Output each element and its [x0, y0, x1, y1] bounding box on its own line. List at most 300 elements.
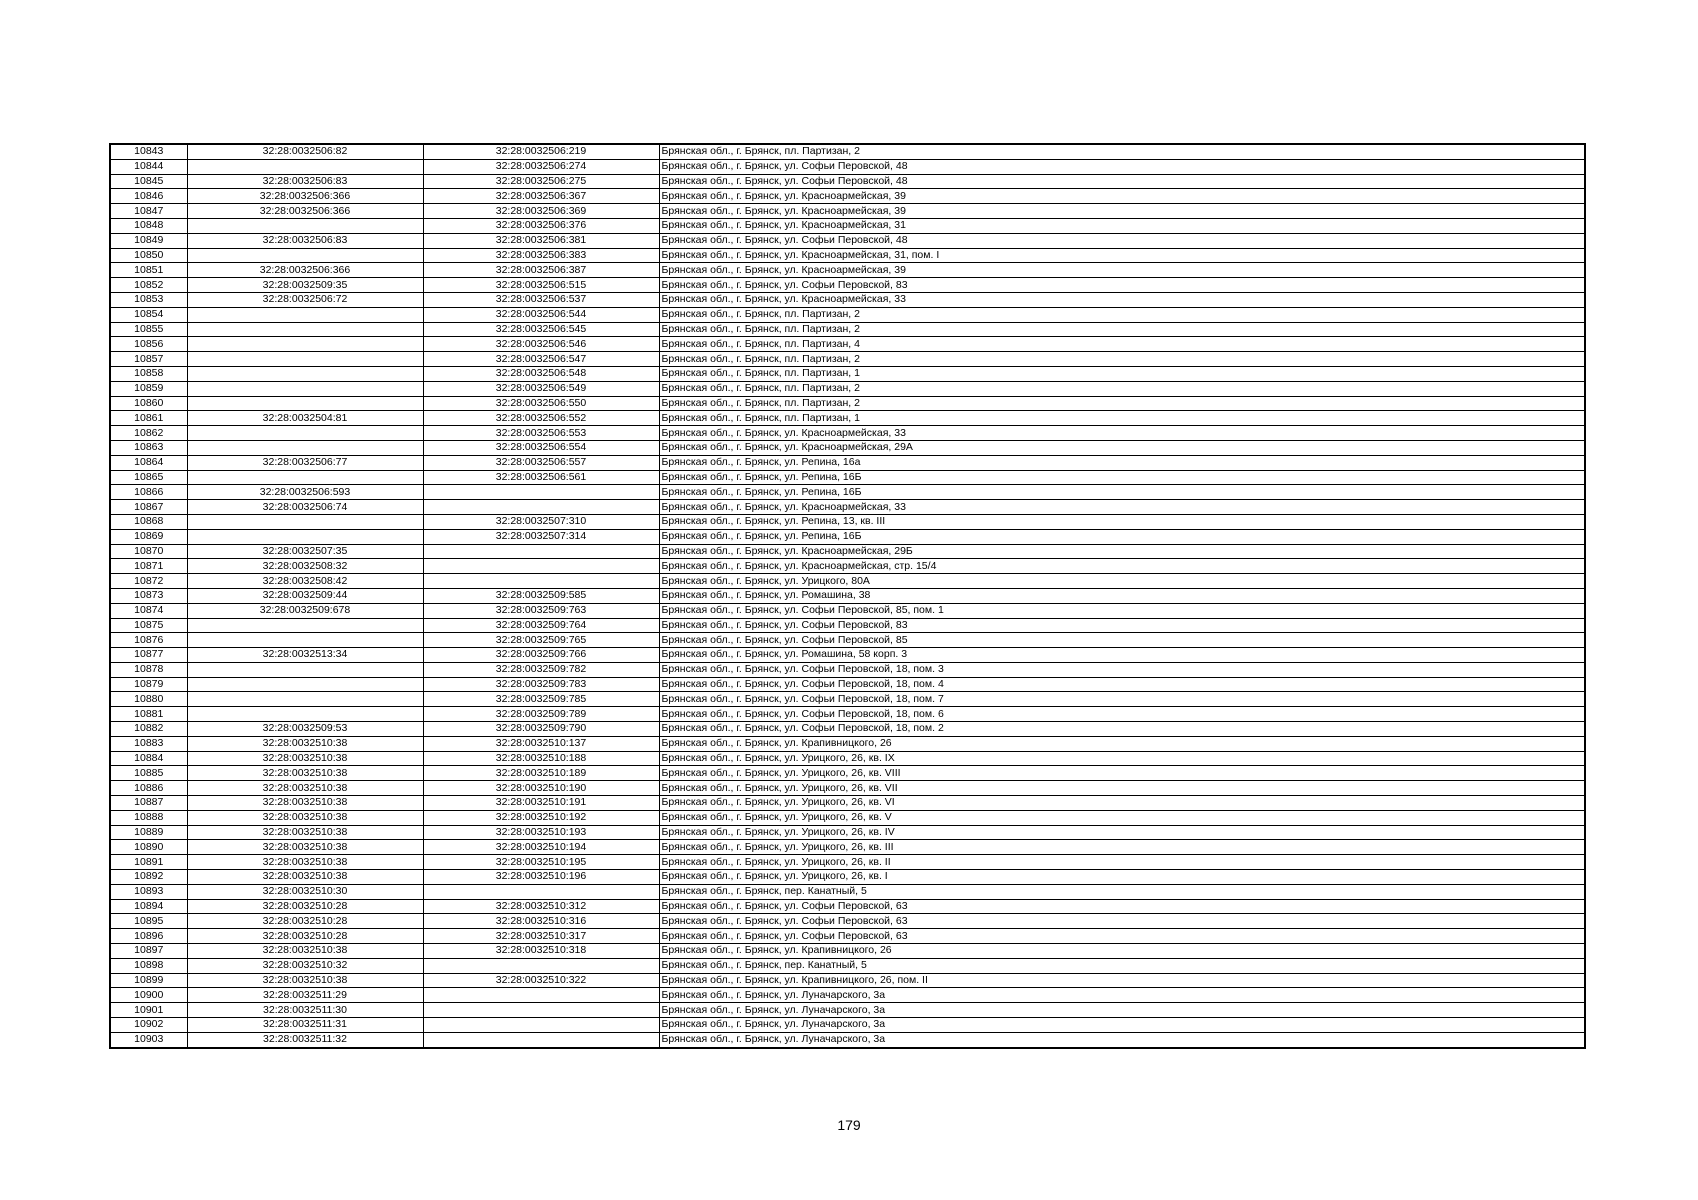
row-number-cell: 10889	[110, 825, 187, 840]
parcel-number-cell	[187, 381, 423, 396]
address-cell: Брянская обл., г. Брянск, ул. Урицкого, 26, кв. I	[659, 870, 1585, 885]
address-cell: Брянская обл., г. Брянск, пл. Партизан, 2	[659, 322, 1585, 337]
parcel-number-cell	[187, 366, 423, 381]
table-row	[110, 692, 1585, 707]
row-number-cell: 10895	[110, 914, 187, 929]
row-number-cell: 10858	[110, 366, 187, 381]
object-number-cell	[423, 559, 659, 574]
object-number-cell: 32:28:0032510:188	[423, 751, 659, 766]
parcel-number-cell: 32:28:0032510:28	[187, 929, 423, 944]
address-cell: Брянская обл., г. Брянск, ул. Луначарского, 3а	[659, 1018, 1585, 1033]
table-row	[110, 648, 1585, 663]
object-number-cell: 32:28:0032506:383	[423, 248, 659, 263]
table-row	[110, 722, 1585, 737]
parcel-number-cell	[187, 248, 423, 263]
address-cell: Брянская обл., г. Брянск, ул. Крапивницкого, 26	[659, 944, 1585, 959]
table-row	[110, 736, 1585, 751]
table-row	[110, 929, 1585, 944]
table-row	[110, 529, 1585, 544]
registry-table-body	[110, 144, 1585, 1048]
parcel-number-cell	[187, 218, 423, 233]
object-number-cell: 32:28:0032506:381	[423, 233, 659, 248]
parcel-number-cell: 32:28:0032506:74	[187, 500, 423, 515]
address-cell: Брянская обл., г. Брянск, ул. Красноармейская, 31, пом. I	[659, 248, 1585, 263]
row-number-cell: 10891	[110, 855, 187, 870]
object-number-cell: 32:28:0032510:322	[423, 973, 659, 988]
parcel-number-cell: 32:28:0032506:82	[187, 144, 423, 159]
object-number-cell	[423, 884, 659, 899]
object-number-cell	[423, 958, 659, 973]
address-cell: Брянская обл., г. Брянск, ул. Софьи Перовской, 63	[659, 929, 1585, 944]
parcel-number-cell	[187, 618, 423, 633]
parcel-number-cell	[187, 426, 423, 441]
address-cell: Брянская обл., г. Брянск, ул. Урицкого, 26, кв. II	[659, 855, 1585, 870]
table-row	[110, 174, 1585, 189]
table-row	[110, 751, 1585, 766]
parcel-number-cell: 32:28:0032510:30	[187, 884, 423, 899]
table-row	[110, 988, 1585, 1003]
parcel-number-cell	[187, 707, 423, 722]
row-number-cell: 10886	[110, 781, 187, 796]
row-number-cell: 10848	[110, 218, 187, 233]
table-row	[110, 426, 1585, 441]
address-cell: Брянская обл., г. Брянск, ул. Урицкого, 26, кв. V	[659, 810, 1585, 825]
table-row	[110, 396, 1585, 411]
table-row	[110, 559, 1585, 574]
parcel-number-cell	[187, 352, 423, 367]
row-number-cell: 10890	[110, 840, 187, 855]
row-number-cell: 10901	[110, 1003, 187, 1018]
address-cell: Брянская обл., г. Брянск, ул. Красноармейская, 33	[659, 426, 1585, 441]
parcel-number-cell	[187, 159, 423, 174]
address-cell: Брянская обл., г. Брянск, ул. Репина, 16Б	[659, 470, 1585, 485]
parcel-number-cell: 32:28:0032510:38	[187, 810, 423, 825]
table-row	[110, 574, 1585, 589]
parcel-number-cell: 32:28:0032509:35	[187, 278, 423, 293]
parcel-number-cell: 32:28:0032511:30	[187, 1003, 423, 1018]
object-number-cell	[423, 1003, 659, 1018]
row-number-cell: 10844	[110, 159, 187, 174]
parcel-number-cell: 32:28:0032510:38	[187, 973, 423, 988]
table-row	[110, 944, 1585, 959]
table-row	[110, 189, 1585, 204]
row-number-cell: 10892	[110, 870, 187, 885]
row-number-cell: 10875	[110, 618, 187, 633]
parcel-number-cell	[187, 396, 423, 411]
table-row	[110, 633, 1585, 648]
address-cell: Брянская обл., г. Брянск, ул. Луначарского, 3а	[659, 1003, 1585, 1018]
object-number-cell: 32:28:0032510:193	[423, 825, 659, 840]
address-cell: Брянская обл., г. Брянск, ул. Софьи Перовской, 18, пом. 3	[659, 662, 1585, 677]
row-number-cell: 10866	[110, 485, 187, 500]
parcel-number-cell	[187, 470, 423, 485]
address-cell: Брянская обл., г. Брянск, ул. Софьи Перовской, 85	[659, 633, 1585, 648]
address-cell: Брянская обл., г. Брянск, ул. Софьи Перовской, 48	[659, 174, 1585, 189]
table-row	[110, 618, 1585, 633]
address-cell: Брянская обл., г. Брянск, пл. Партизан, 1	[659, 366, 1585, 381]
address-cell: Брянская обл., г. Брянск, ул. Репина, 16Б	[659, 529, 1585, 544]
table-row	[110, 337, 1585, 352]
row-number-cell: 10879	[110, 677, 187, 692]
object-number-cell: 32:28:0032510:191	[423, 796, 659, 811]
object-number-cell: 32:28:0032506:549	[423, 381, 659, 396]
address-cell: Брянская обл., г. Брянск, ул. Красноармейская, 29Б	[659, 544, 1585, 559]
object-number-cell: 32:28:0032509:782	[423, 662, 659, 677]
parcel-number-cell: 32:28:0032506:83	[187, 174, 423, 189]
row-number-cell: 10870	[110, 544, 187, 559]
address-cell: Брянская обл., г. Брянск, ул. Урицкого, 26, кв. VIII	[659, 766, 1585, 781]
table-row	[110, 204, 1585, 219]
object-number-cell: 32:28:0032510:196	[423, 870, 659, 885]
table-row	[110, 440, 1585, 455]
object-number-cell	[423, 1018, 659, 1033]
parcel-number-cell	[187, 633, 423, 648]
address-cell: Брянская обл., г. Брянск, ул. Софьи Перовской, 18, пом. 7	[659, 692, 1585, 707]
object-number-cell: 32:28:0032506:552	[423, 411, 659, 426]
table-row	[110, 662, 1585, 677]
row-number-cell: 10862	[110, 426, 187, 441]
row-number-cell: 10856	[110, 337, 187, 352]
parcel-number-cell: 32:28:0032506:83	[187, 233, 423, 248]
parcel-number-cell	[187, 440, 423, 455]
table-row	[110, 603, 1585, 618]
row-number-cell: 10863	[110, 440, 187, 455]
parcel-number-cell: 32:28:0032510:38	[187, 766, 423, 781]
row-number-cell: 10896	[110, 929, 187, 944]
row-number-cell: 10903	[110, 1032, 187, 1047]
address-cell: Брянская обл., г. Брянск, пер. Канатный, 5	[659, 958, 1585, 973]
object-number-cell: 32:28:0032510:312	[423, 899, 659, 914]
object-number-cell: 32:28:0032506:275	[423, 174, 659, 189]
parcel-number-cell: 32:28:0032510:28	[187, 899, 423, 914]
object-number-cell: 32:28:0032507:314	[423, 529, 659, 544]
row-number-cell: 10887	[110, 796, 187, 811]
parcel-number-cell: 32:28:0032504:81	[187, 411, 423, 426]
object-number-cell: 32:28:0032506:557	[423, 455, 659, 470]
object-number-cell: 32:28:0032506:544	[423, 307, 659, 322]
table-row	[110, 840, 1585, 855]
table-row	[110, 588, 1585, 603]
address-cell: Брянская обл., г. Брянск, ул. Софьи Перовской, 63	[659, 914, 1585, 929]
row-number-cell: 10885	[110, 766, 187, 781]
table-row	[110, 307, 1585, 322]
object-number-cell: 32:28:0032506:554	[423, 440, 659, 455]
object-number-cell: 32:28:0032509:763	[423, 603, 659, 618]
table-row	[110, 884, 1585, 899]
table-row	[110, 366, 1585, 381]
object-number-cell: 32:28:0032510:195	[423, 855, 659, 870]
row-number-cell: 10899	[110, 973, 187, 988]
registry-table	[109, 143, 1586, 1049]
parcel-number-cell: 32:28:0032510:38	[187, 825, 423, 840]
object-number-cell: 32:28:0032506:547	[423, 352, 659, 367]
object-number-cell: 32:28:0032509:765	[423, 633, 659, 648]
table-row	[110, 263, 1585, 278]
row-number-cell: 10843	[110, 144, 187, 159]
address-cell: Брянская обл., г. Брянск, пл. Партизан, 2	[659, 352, 1585, 367]
row-number-cell: 10851	[110, 263, 187, 278]
row-number-cell: 10893	[110, 884, 187, 899]
table-row	[110, 810, 1585, 825]
object-number-cell	[423, 485, 659, 500]
address-cell: Брянская обл., г. Брянск, ул. Репина, 16а	[659, 455, 1585, 470]
address-cell: Брянская обл., г. Брянск, ул. Красноармейская, 29А	[659, 440, 1585, 455]
row-number-cell: 10847	[110, 204, 187, 219]
table-row	[110, 825, 1585, 840]
table-row	[110, 411, 1585, 426]
object-number-cell: 32:28:0032509:585	[423, 588, 659, 603]
address-cell: Брянская обл., г. Брянск, ул. Софьи Перовской, 18, пом. 2	[659, 722, 1585, 737]
row-number-cell: 10865	[110, 470, 187, 485]
row-number-cell: 10902	[110, 1018, 187, 1033]
row-number-cell: 10861	[110, 411, 187, 426]
row-number-cell: 10871	[110, 559, 187, 574]
address-cell: Брянская обл., г. Брянск, ул. Красноармейская, 33	[659, 292, 1585, 307]
row-number-cell: 10898	[110, 958, 187, 973]
row-number-cell: 10846	[110, 189, 187, 204]
address-cell: Брянская обл., г. Брянск, ул. Луначарского, 3а	[659, 1032, 1585, 1047]
parcel-number-cell: 32:28:0032508:32	[187, 559, 423, 574]
parcel-number-cell: 32:28:0032510:38	[187, 855, 423, 870]
row-number-cell: 10876	[110, 633, 187, 648]
table-row	[110, 958, 1585, 973]
address-cell: Брянская обл., г. Брянск, ул. Красноармейская, 31	[659, 218, 1585, 233]
parcel-number-cell	[187, 514, 423, 529]
object-number-cell: 32:28:0032506:219	[423, 144, 659, 159]
address-cell: Брянская обл., г. Брянск, пл. Партизан, 2	[659, 381, 1585, 396]
address-cell: Брянская обл., г. Брянск, ул. Красноармейская, 39	[659, 189, 1585, 204]
object-number-cell: 32:28:0032510:317	[423, 929, 659, 944]
parcel-number-cell: 32:28:0032510:38	[187, 840, 423, 855]
address-cell: Брянская обл., г. Брянск, ул. Репина, 16Б	[659, 485, 1585, 500]
address-cell: Брянская обл., г. Брянск, ул. Урицкого, 26, кв. VII	[659, 781, 1585, 796]
row-number-cell: 10850	[110, 248, 187, 263]
parcel-number-cell: 32:28:0032511:32	[187, 1032, 423, 1047]
parcel-number-cell: 32:28:0032506:366	[187, 263, 423, 278]
object-number-cell	[423, 574, 659, 589]
row-number-cell: 10880	[110, 692, 187, 707]
object-number-cell: 32:28:0032509:790	[423, 722, 659, 737]
table-row	[110, 485, 1585, 500]
parcel-number-cell: 32:28:0032510:28	[187, 914, 423, 929]
parcel-number-cell: 32:28:0032506:72	[187, 292, 423, 307]
address-cell: Брянская обл., г. Брянск, ул. Софьи Перовской, 83	[659, 618, 1585, 633]
parcel-number-cell: 32:28:0032509:678	[187, 603, 423, 618]
table-row	[110, 292, 1585, 307]
address-cell: Брянская обл., г. Брянск, пл. Партизан, 4	[659, 337, 1585, 352]
table-row	[110, 278, 1585, 293]
object-number-cell	[423, 1032, 659, 1047]
table-row	[110, 870, 1585, 885]
parcel-number-cell: 32:28:0032506:366	[187, 189, 423, 204]
object-number-cell: 32:28:0032509:785	[423, 692, 659, 707]
parcel-number-cell: 32:28:0032510:32	[187, 958, 423, 973]
table-row	[110, 1018, 1585, 1033]
address-cell: Брянская обл., г. Брянск, ул. Красноармейская, 39	[659, 204, 1585, 219]
parcel-number-cell: 32:28:0032507:35	[187, 544, 423, 559]
object-number-cell: 32:28:0032509:783	[423, 677, 659, 692]
table-row	[110, 973, 1585, 988]
address-cell: Брянская обл., г. Брянск, ул. Софьи Перовской, 83	[659, 278, 1585, 293]
parcel-number-cell: 32:28:0032510:38	[187, 870, 423, 885]
table-row	[110, 766, 1585, 781]
table-row	[110, 707, 1585, 722]
address-cell: Брянская обл., г. Брянск, ул. Красноармейская, 39	[659, 263, 1585, 278]
table-row	[110, 159, 1585, 174]
table-row	[110, 381, 1585, 396]
row-number-cell: 10854	[110, 307, 187, 322]
address-cell: Брянская обл., г. Брянск, ул. Урицкого, 26, кв. VI	[659, 796, 1585, 811]
object-number-cell: 32:28:0032509:789	[423, 707, 659, 722]
object-number-cell: 32:28:0032506:546	[423, 337, 659, 352]
object-number-cell: 32:28:0032506:537	[423, 292, 659, 307]
address-cell: Брянская обл., г. Брянск, ул. Урицкого, 26, кв. IV	[659, 825, 1585, 840]
address-cell: Брянская обл., г. Брянск, ул. Урицкого, 80А	[659, 574, 1585, 589]
object-number-cell: 32:28:0032510:318	[423, 944, 659, 959]
address-cell: Брянская обл., г. Брянск, ул. Крапивницкого, 26	[659, 736, 1585, 751]
parcel-number-cell: 32:28:0032506:366	[187, 204, 423, 219]
table-row	[110, 514, 1585, 529]
table-row	[110, 796, 1585, 811]
object-number-cell: 32:28:0032510:192	[423, 810, 659, 825]
object-number-cell: 32:28:0032506:367	[423, 189, 659, 204]
page-number: 179	[837, 1117, 861, 1133]
parcel-number-cell: 32:28:0032511:31	[187, 1018, 423, 1033]
address-cell: Брянская обл., г. Брянск, ул. Софьи Перовской, 63	[659, 899, 1585, 914]
address-cell: Брянская обл., г. Брянск, ул. Ромашина, 38	[659, 588, 1585, 603]
row-number-cell: 10869	[110, 529, 187, 544]
table-row	[110, 914, 1585, 929]
parcel-number-cell: 32:28:0032513:34	[187, 648, 423, 663]
parcel-number-cell: 32:28:0032510:38	[187, 781, 423, 796]
parcel-number-cell	[187, 692, 423, 707]
object-number-cell: 32:28:0032510:194	[423, 840, 659, 855]
table-row	[110, 233, 1585, 248]
row-number-cell: 10873	[110, 588, 187, 603]
parcel-number-cell	[187, 322, 423, 337]
row-number-cell: 10867	[110, 500, 187, 515]
address-cell: Брянская обл., г. Брянск, ул. Крапивницкого, 26, пом. II	[659, 973, 1585, 988]
parcel-number-cell: 32:28:0032509:53	[187, 722, 423, 737]
parcel-number-cell	[187, 662, 423, 677]
address-cell: Брянская обл., г. Брянск, ул. Софьи Перовской, 18, пом. 4	[659, 677, 1585, 692]
table-row	[110, 218, 1585, 233]
parcel-number-cell: 32:28:0032510:38	[187, 796, 423, 811]
row-number-cell: 10859	[110, 381, 187, 396]
address-cell: Брянская обл., г. Брянск, ул. Софьи Перовской, 18, пом. 6	[659, 707, 1585, 722]
row-number-cell: 10900	[110, 988, 187, 1003]
parcel-number-cell: 32:28:0032506:593	[187, 485, 423, 500]
row-number-cell: 10884	[110, 751, 187, 766]
row-number-cell: 10852	[110, 278, 187, 293]
address-cell: Брянская обл., г. Брянск, ул. Урицкого, 26, кв. IX	[659, 751, 1585, 766]
row-number-cell: 10845	[110, 174, 187, 189]
address-cell: Брянская обл., г. Брянск, ул. Луначарского, 3а	[659, 988, 1585, 1003]
object-number-cell: 32:28:0032506:387	[423, 263, 659, 278]
row-number-cell: 10883	[110, 736, 187, 751]
table-row	[110, 352, 1585, 367]
object-number-cell: 32:28:0032510:316	[423, 914, 659, 929]
row-number-cell: 10857	[110, 352, 187, 367]
row-number-cell: 10855	[110, 322, 187, 337]
address-cell: Брянская обл., г. Брянск, ул. Софьи Перовской, 85, пом. 1	[659, 603, 1585, 618]
address-cell: Брянская обл., г. Брянск, ул. Ромашина, 58 корп. 3	[659, 648, 1585, 663]
object-number-cell: 32:28:0032506:376	[423, 218, 659, 233]
object-number-cell	[423, 988, 659, 1003]
object-number-cell: 32:28:0032510:190	[423, 781, 659, 796]
row-number-cell: 10897	[110, 944, 187, 959]
row-number-cell: 10864	[110, 455, 187, 470]
row-number-cell: 10878	[110, 662, 187, 677]
table-row	[110, 248, 1585, 263]
address-cell: Брянская обл., г. Брянск, ул. Красноармейская, стр. 15/4	[659, 559, 1585, 574]
row-number-cell: 10882	[110, 722, 187, 737]
row-number-cell: 10849	[110, 233, 187, 248]
object-number-cell: 32:28:0032506:274	[423, 159, 659, 174]
address-cell: Брянская обл., г. Брянск, ул. Софьи Перовской, 48	[659, 159, 1585, 174]
row-number-cell: 10894	[110, 899, 187, 914]
address-cell: Брянская обл., г. Брянск, пл. Партизан, 2	[659, 144, 1585, 159]
table-row	[110, 677, 1585, 692]
object-number-cell: 32:28:0032506:515	[423, 278, 659, 293]
object-number-cell: 32:28:0032506:545	[423, 322, 659, 337]
table-row	[110, 544, 1585, 559]
object-number-cell: 32:28:0032506:369	[423, 204, 659, 219]
parcel-number-cell: 32:28:0032510:38	[187, 751, 423, 766]
row-number-cell: 10881	[110, 707, 187, 722]
object-number-cell: 32:28:0032507:310	[423, 514, 659, 529]
row-number-cell: 10860	[110, 396, 187, 411]
table-row	[110, 322, 1585, 337]
table-row	[110, 144, 1585, 159]
parcel-number-cell	[187, 529, 423, 544]
row-number-cell: 10888	[110, 810, 187, 825]
table-row	[110, 899, 1585, 914]
table-row	[110, 781, 1585, 796]
object-number-cell	[423, 500, 659, 515]
object-number-cell: 32:28:0032506:550	[423, 396, 659, 411]
row-number-cell: 10872	[110, 574, 187, 589]
row-number-cell: 10853	[110, 292, 187, 307]
parcel-number-cell	[187, 337, 423, 352]
parcel-number-cell: 32:28:0032509:44	[187, 588, 423, 603]
address-cell: Брянская обл., г. Брянск, пл. Партизан, 1	[659, 411, 1585, 426]
object-number-cell: 32:28:0032506:548	[423, 366, 659, 381]
address-cell: Брянская обл., г. Брянск, ул. Красноармейская, 33	[659, 500, 1585, 515]
object-number-cell: 32:28:0032506:553	[423, 426, 659, 441]
address-cell: Брянская обл., г. Брянск, ул. Софьи Перовской, 48	[659, 233, 1585, 248]
address-cell: Брянская обл., г. Брянск, пл. Партизан, 2	[659, 396, 1585, 411]
table-row	[110, 455, 1585, 470]
object-number-cell: 32:28:0032506:561	[423, 470, 659, 485]
table-row	[110, 500, 1585, 515]
address-cell: Брянская обл., г. Брянск, пл. Партизан, 2	[659, 307, 1585, 322]
address-cell: Брянская обл., г. Брянск, ул. Репина, 13, кв. III	[659, 514, 1585, 529]
object-number-cell: 32:28:0032510:137	[423, 736, 659, 751]
row-number-cell: 10877	[110, 648, 187, 663]
parcel-number-cell	[187, 307, 423, 322]
parcel-number-cell: 32:28:0032506:77	[187, 455, 423, 470]
parcel-number-cell: 32:28:0032510:38	[187, 944, 423, 959]
row-number-cell: 10874	[110, 603, 187, 618]
address-cell: Брянская обл., г. Брянск, ул. Урицкого, 26, кв. III	[659, 840, 1585, 855]
object-number-cell: 32:28:0032509:766	[423, 648, 659, 663]
table-row	[110, 855, 1585, 870]
object-number-cell: 32:28:0032510:189	[423, 766, 659, 781]
table-row	[110, 1032, 1585, 1047]
row-number-cell: 10868	[110, 514, 187, 529]
parcel-number-cell	[187, 677, 423, 692]
